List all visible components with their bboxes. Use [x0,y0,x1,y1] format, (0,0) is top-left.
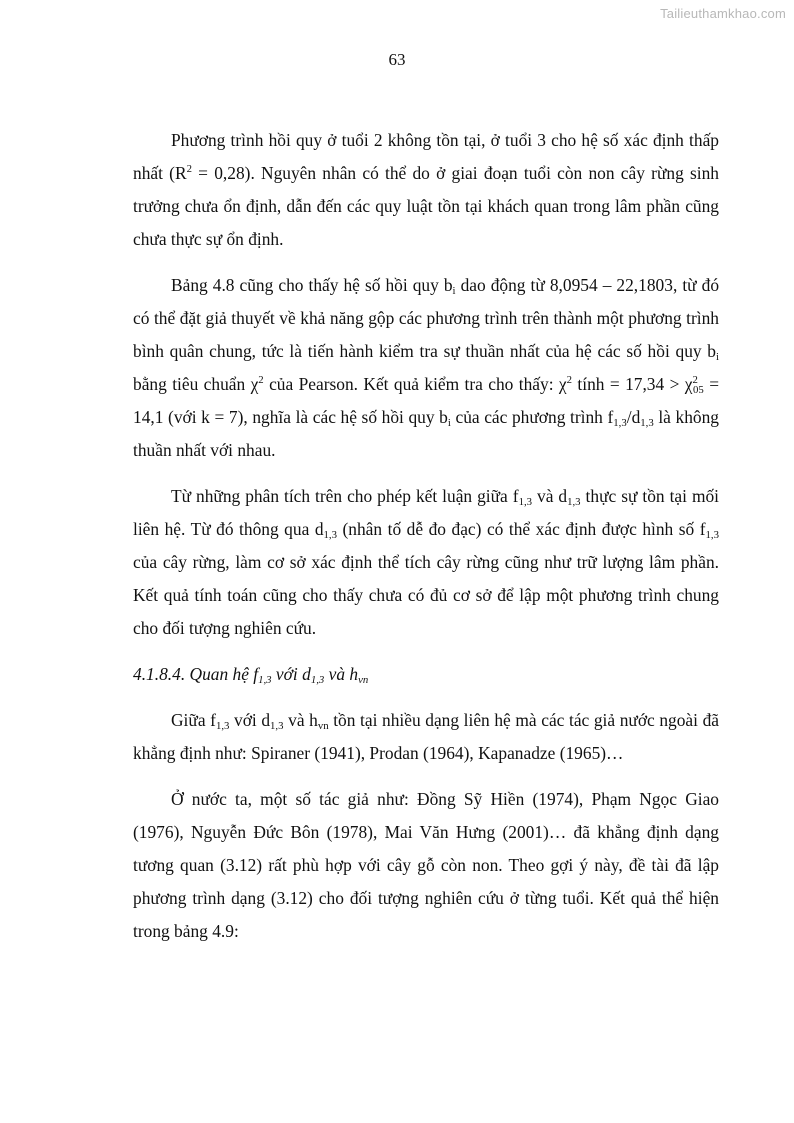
paragraph-foreign-authors: Giữa $f_{1,3}$ với $d_{1,3}$ và $h_{vn}$ tồn tại nhiều dạng liên hệ mà các tác giả nước ngoài đã khẳng định như: Spiraner (1941), Prodan (1964), Kapanadze (1965)… [133,710,719,763]
paragraph-conclusion: Từ những phân tích trên cho phép kết luận giữa $f_{1,3}$ và $d_{1,3}$ thực sự tồn tại mối liên hệ. Từ đó thông qua $d_{1,3}$ (nhân tố dễ đo đạc) có thể xác định được hình số $f_{1,3}$ của cây rừng, làm cơ sở xác định thể tích cây rừng cũng như trữ lượng lâm phần. Kết quả tính toán cũng cho thấy chưa có đủ cơ sở để lập một phương trình chung cho đối tượng nghiên cứu. [133,486,720,638]
watermark: Tailieuthamkhao.com [660,6,786,21]
page-number: 63 [388,50,406,69]
paragraph-regression-age: Phương trình hồi quy ở tuổi 2 không tồn tại, ở tuổi 3 cho hệ số xác định thấp nhất $(R^2 = 0,28)$. Nguyên nhân có thể do ở giai đoạn tuổi còn non cây rừng sinh trưởng chưa ổn định, dẫn đến các quy luật tồn tại khách quan trong lâm phần cũng chưa thực sự ổn định. [133,130,719,249]
paragraph-domestic-authors: Ở nước ta, một số tác giả như: Đồng Sỹ Hiền (1974), Phạm Ngọc Giao (1976), Nguyễn Đức Bôn (1978), Mai Văn Hưng (2001)… đã khẳng định dạng tương quan (3.12) rất phù hợp với cây gỗ còn non. Theo gợi ý này, đề tài đã lập phương trình dạng (3.12) cho đối tượng nghiên cứu ở từng tuổi. Kết quả thể hiện trong bảng 4.9: [133,789,719,941]
paragraph-coefficient-test: Bảng 4.8 cũng cho thấy hệ số hồi quy $b_i$ dao động từ 8,0954 – 22,1803, từ đó có thể đặt giả thuyết về khả năng gộp các phương trình trên thành một phương trình bình quân chung, tức là tiến hành kiểm tra sự thuần nhất của hệ các số hồi quy $b_i$ bằng tiêu chuẩn $\chi^2$ của Pearson. Kết quả kiểm tra cho thấy: $\chi^2$ tính = $17,34 > \chi^2_{05} = 14,1$ (với k = 7), nghĩa là các hệ số hồi quy $b_i$ của các phương trình $f_{1,3}/d_{1,3}$ là không thuần nhất với nhau. [133,275,720,460]
document-body [133,124,719,961]
section-heading: 4.1.8.4. Quan hệ $f_{1,3}$ với $d_{1,3}$ và $h_{vn}$ [133,664,369,687]
